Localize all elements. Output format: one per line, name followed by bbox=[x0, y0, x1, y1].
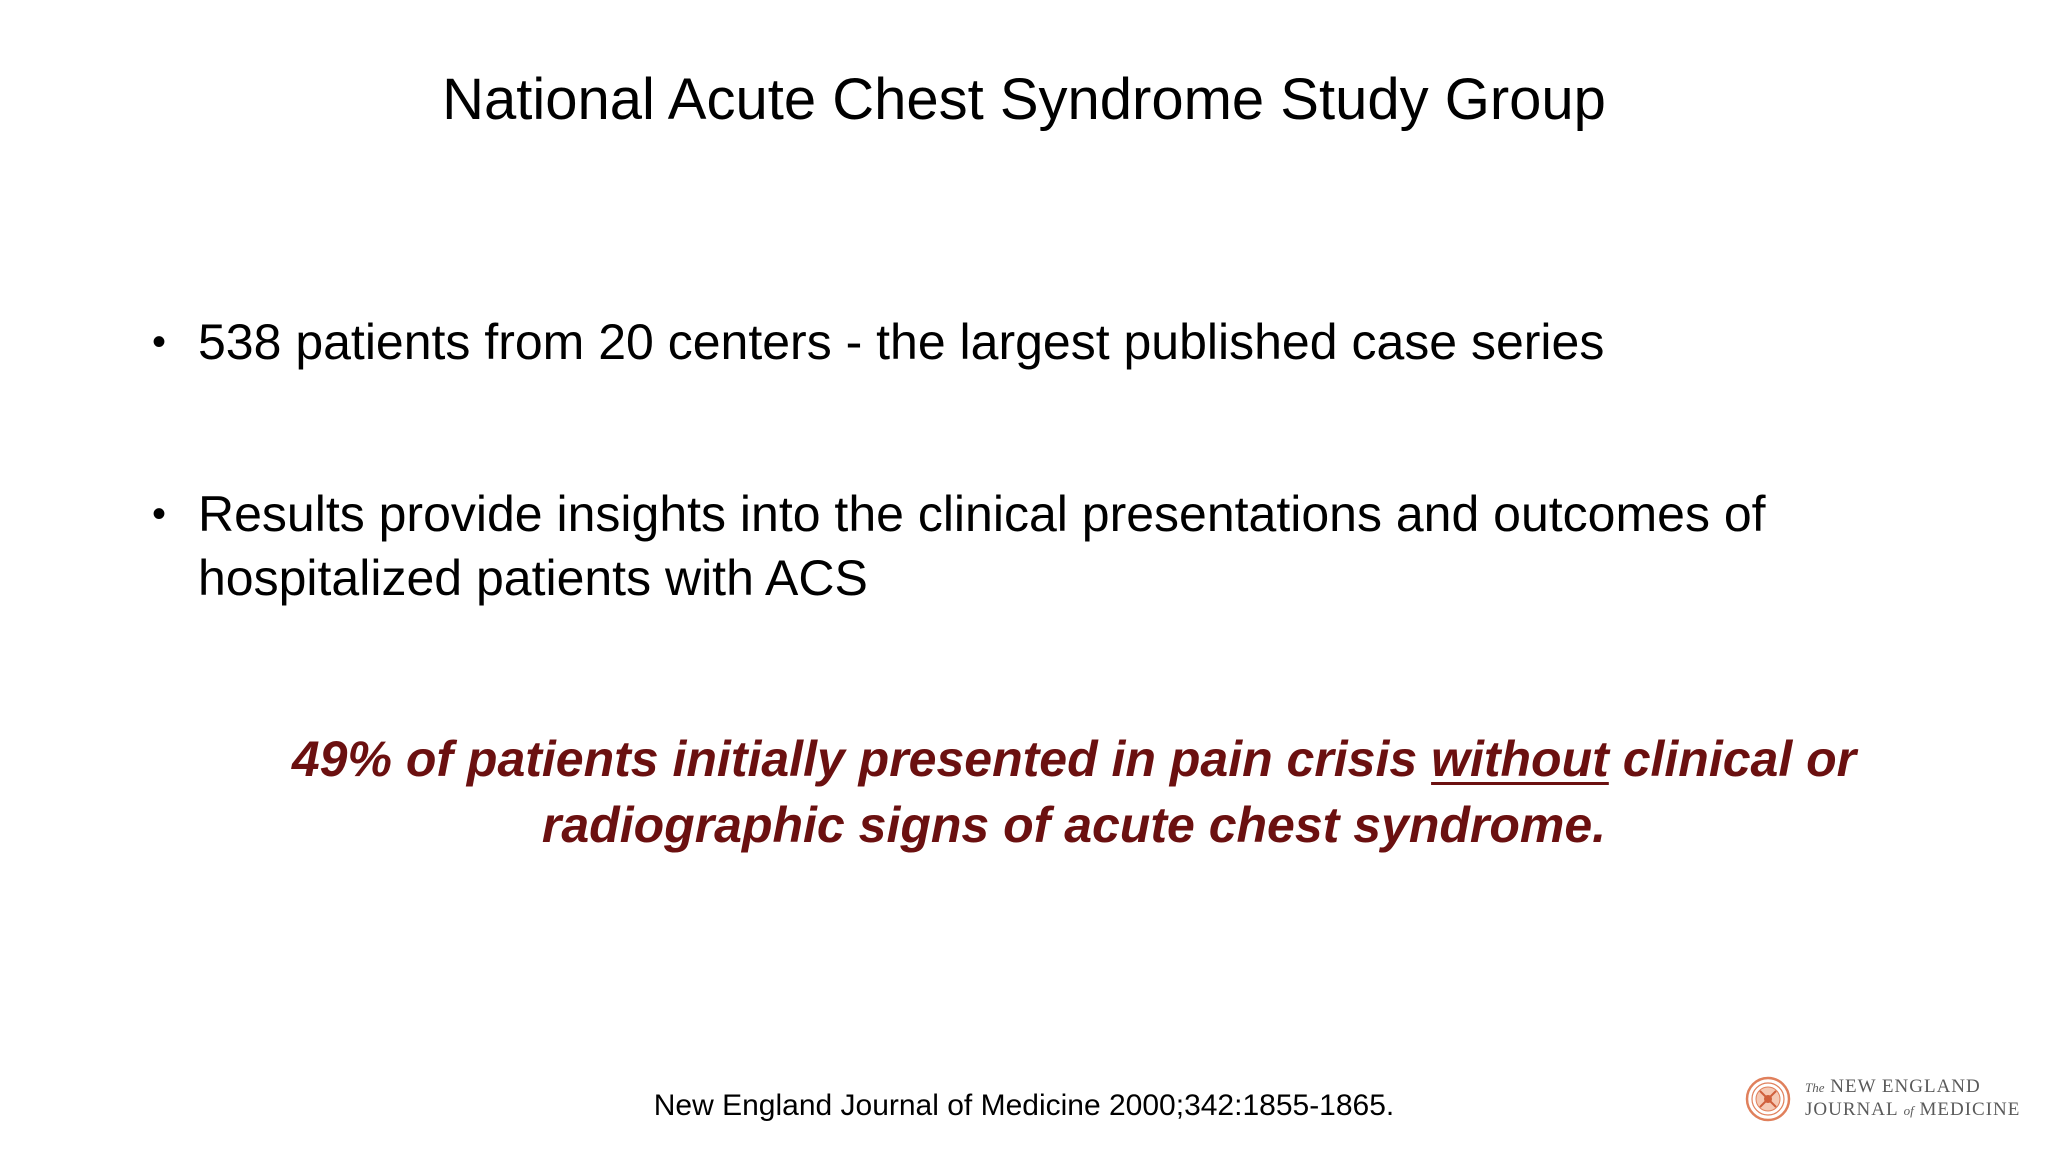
journal-logo-text bbox=[1805, 1076, 2020, 1122]
logo-the: The bbox=[1805, 1080, 1825, 1095]
key-finding-callout bbox=[200, 726, 1948, 858]
journal-seal-icon bbox=[1745, 1076, 1791, 1122]
key-finding-underlined-word: without bbox=[1431, 731, 1609, 787]
bullet-marker: • bbox=[152, 320, 167, 364]
logo-medicine: MEDICINE bbox=[1919, 1099, 2021, 1120]
bullet-text: Results provide insights into the clinical presentations and outcomes of hospitalized patients with ACS bbox=[198, 486, 1766, 606]
bullet-text: 538 patients from 20 centers - the largest published case series bbox=[198, 314, 1605, 370]
slide-title: National Acute Chest Syndrome Study Group bbox=[442, 67, 1606, 132]
journal-logo bbox=[1745, 1076, 2020, 1122]
logo-line-2 bbox=[1805, 1099, 2020, 1122]
logo-new-england: NEW ENGLAND bbox=[1830, 1076, 1981, 1097]
bullet-marker: • bbox=[152, 492, 167, 536]
key-finding-text-start: 49% of patients initially presented in pain crisis bbox=[291, 731, 1432, 787]
logo-line-1 bbox=[1805, 1076, 2020, 1099]
logo-journal: JOURNAL bbox=[1805, 1099, 1898, 1120]
bullet-item bbox=[152, 482, 1992, 610]
citation: New England Journal of Medicine 2000;342:1855-1865. bbox=[653, 1089, 1395, 1122]
bullet-item bbox=[152, 310, 1992, 374]
bullet-list bbox=[152, 310, 1992, 610]
logo-of: of bbox=[1903, 1103, 1914, 1118]
key-finding-text-end: clinical or radiographic signs of acute chest syndrome. bbox=[541, 731, 1857, 853]
